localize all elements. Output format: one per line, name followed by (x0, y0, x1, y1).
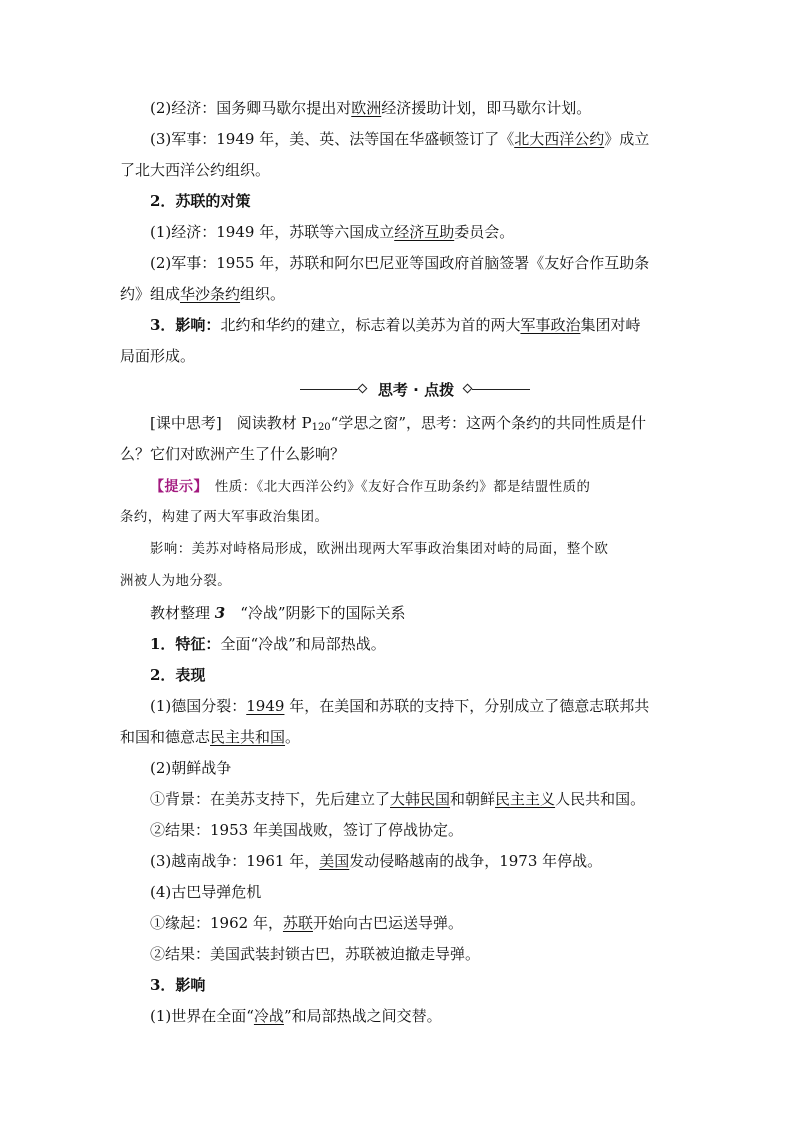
answer-blank: 欧洲 (351, 99, 382, 117)
text: 》成立 (604, 130, 650, 148)
text-line: 了北大西洋公约组织。 (120, 161, 271, 179)
text: 和朝鲜 (450, 790, 496, 808)
answer-blank: 苏联 (282, 914, 313, 932)
text-line (150, 696, 680, 716)
hint-line: 条约，构建了两大军事政治集团。 (120, 510, 329, 525)
page-subscript: 120 (311, 422, 331, 433)
text: 性质：《北大西洋公约》《友好合作互助条约》都是结盟性质的 (201, 480, 591, 495)
text: ”和局部热战之间交替。 (283, 1007, 442, 1025)
section-heading: 3．影响 (150, 976, 206, 994)
text: 发动侵略越南的战争，1973 年停战。 (349, 852, 603, 870)
label: 1．特征： (150, 635, 221, 653)
answer-blank: 美国 (319, 852, 350, 870)
text: 教材整理 (150, 604, 215, 622)
text-line (150, 851, 680, 871)
text-line (150, 222, 680, 242)
answer-blank: 经济互助 (394, 223, 455, 241)
text: 年，在美国和苏联的支持下，分别成立了德意志联邦共 (284, 697, 650, 715)
hint-line: 洲被人为地分裂。 (120, 574, 232, 589)
text-line: ②结果：1953 年美国战败，签订了停战协定。 (150, 821, 463, 839)
text: 。 (285, 728, 301, 746)
section-number: 3 (214, 604, 226, 622)
section-heading: 2．苏联的对策 (150, 192, 251, 210)
text-line (150, 129, 680, 149)
text-line (150, 913, 680, 933)
text: [课中思考] 阅读教材 P (150, 414, 312, 432)
text: 人民共和国。 (555, 790, 646, 808)
text: 开始向古巴运送导弹。 (312, 914, 463, 932)
text: 委员会。 (454, 223, 515, 241)
text-line (150, 1006, 680, 1026)
text: 约》组成 (120, 285, 181, 303)
section-divider (300, 380, 530, 400)
text: 组织。 (240, 285, 286, 303)
text: 北约和华约的建立，标志着以美苏为首的两大 (220, 316, 521, 334)
divider-title: 思考 · 点拨 (377, 381, 455, 399)
text: ①背景：在美苏支持下，先后建立了 (150, 790, 391, 808)
text: “学思之窗”，思考：这两个条约的共同性质是什 (330, 414, 647, 432)
hint-line: 影响：美苏对峙格局形成，欧洲出现两大军事政治集团对峙的局面，整个欧 (150, 542, 609, 557)
text-line (150, 315, 680, 335)
text: ①缘起：1962 年， (150, 914, 283, 932)
text-line (150, 634, 680, 654)
section-heading (150, 603, 680, 623)
diamond-icon (463, 384, 473, 394)
text: (1)世界在全面“ (150, 1007, 254, 1025)
answer-blank: 军事政治 (520, 316, 581, 334)
diamond-icon (358, 384, 368, 394)
answer-blank: 华沙条约 (180, 285, 241, 303)
text-line (150, 413, 680, 438)
text-line: (2)朝鲜战争 (150, 759, 232, 777)
text-line (120, 284, 680, 304)
text: (3)军事：1949 年，美、英、法等国在华盛顿签订了《 (150, 130, 515, 148)
text-line: 么？它们对欧洲产生了什么影响？ (120, 445, 346, 463)
answer-blank: 冷战 (253, 1007, 284, 1025)
text-line: (4)古巴导弹危机 (150, 883, 262, 901)
text-line (150, 789, 680, 809)
label: 3．影响： (150, 316, 221, 334)
answer-blank: 北大西洋公约 (514, 130, 605, 148)
text: (2)经济：国务卿马歇尔提出对 (150, 99, 352, 117)
hint-tag: 【提示】 (150, 479, 201, 495)
text: (1)经济：1949 年，苏联等六国成立 (150, 223, 395, 241)
text: (1)德国分裂： (150, 697, 247, 715)
text-line: (2)军事：1955 年，苏联和阿尔巴尼亚等国政府首脑签署《友好合作互助条 (150, 254, 650, 272)
text-line (150, 98, 680, 118)
hint-line (150, 477, 680, 498)
text-line (120, 727, 680, 747)
text: (3)越南战争：1961 年， (150, 852, 320, 870)
answer-blank: 民主主义 (495, 790, 556, 808)
text: “冷战”阴影下的国际关系 (225, 604, 406, 622)
text: 和国和德意志 (120, 728, 211, 746)
divider-rule-right (472, 389, 530, 390)
text: 集团对峙 (580, 316, 641, 334)
divider-rule-left (300, 389, 358, 390)
text: 经济援助计划，即马歇尔计划。 (381, 99, 592, 117)
section-heading: 2．表现 (150, 666, 206, 684)
text: 全面“冷战”和局部热战。 (220, 635, 386, 653)
answer-blank: 民主共和国 (210, 728, 286, 746)
answer-blank: 1949 (246, 697, 285, 715)
text-line: 局面形成。 (120, 347, 196, 365)
answer-blank: 大韩民国 (390, 790, 451, 808)
text-line: ②结果：美国武装封锁古巴，苏联被迫撤走导弹。 (150, 945, 481, 963)
